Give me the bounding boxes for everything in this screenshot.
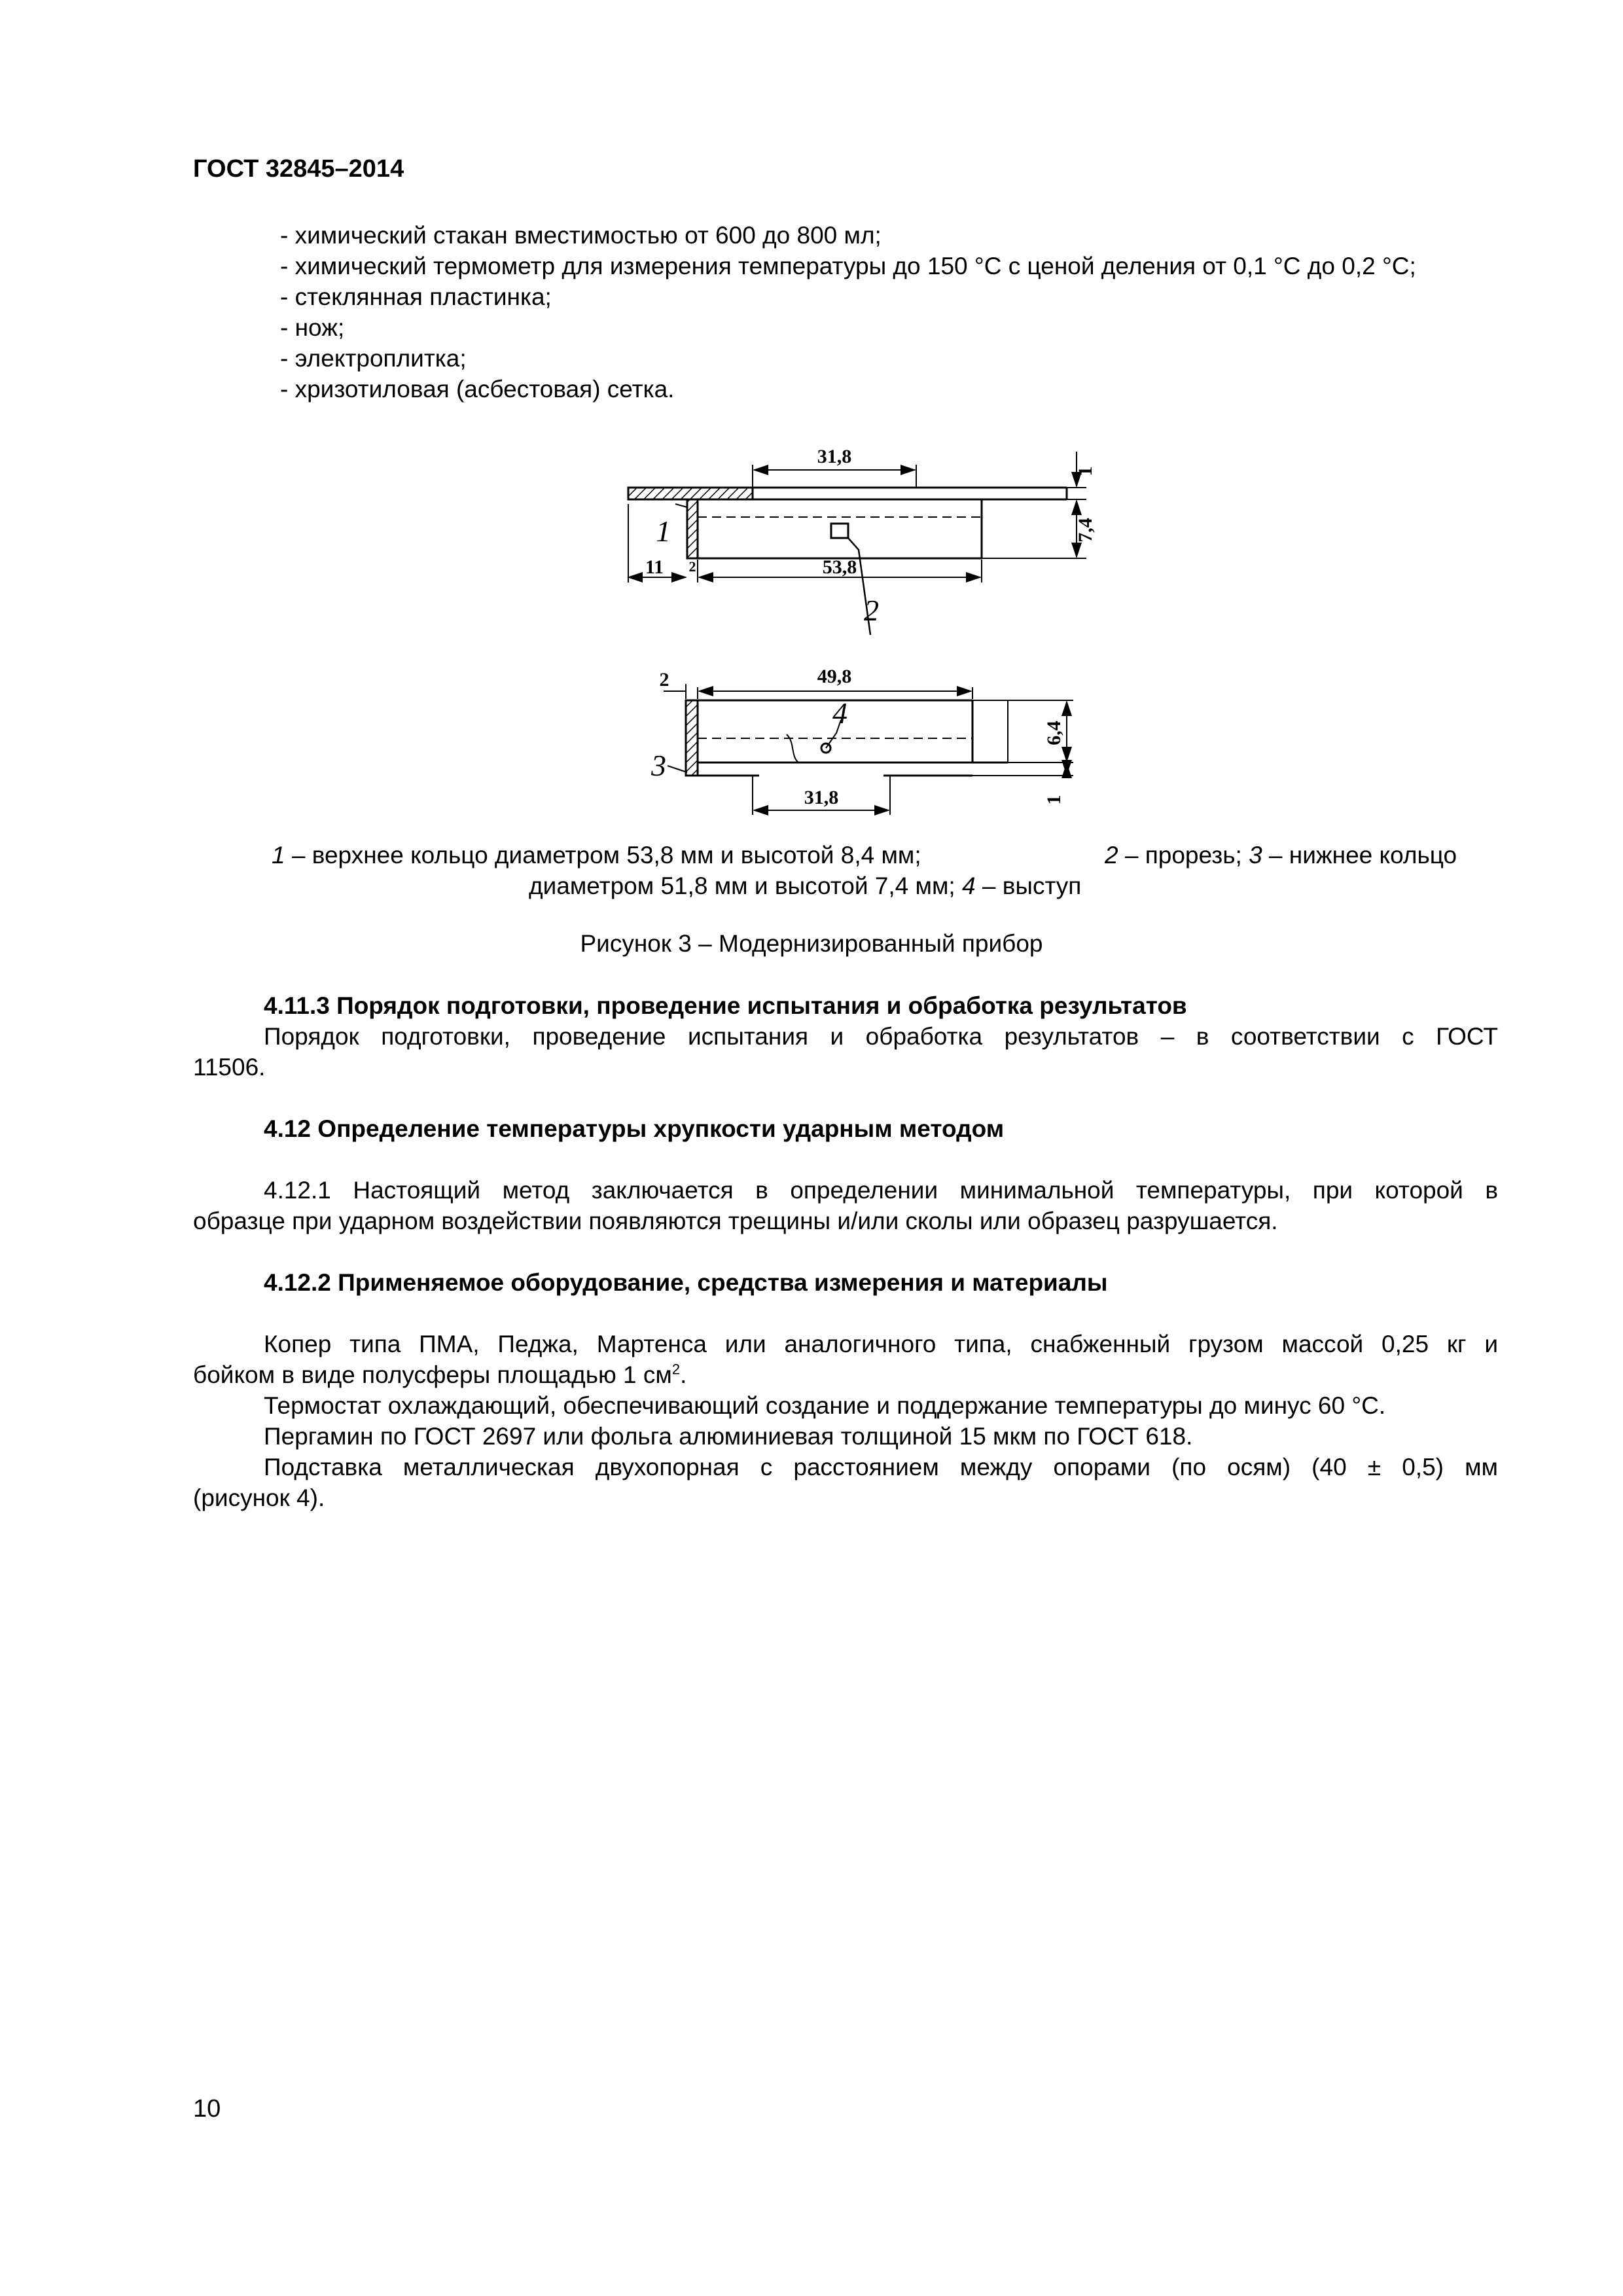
superscript: 2 xyxy=(671,1361,681,1378)
dim-53-8: 53,8 xyxy=(822,556,857,578)
paragraph-line: 4.12.1 Настоящий метод заключается в определении минимальной температуры, при которой в xyxy=(264,1177,1498,1204)
legend-num-3: 3 xyxy=(1249,842,1262,869)
dim-7-4: 7,4 xyxy=(1075,518,1096,543)
figure-legend-line-2 xyxy=(529,872,1081,901)
document-header: ГОСТ 32845–2014 xyxy=(193,155,404,183)
figure-legend-line-1b xyxy=(1105,841,1457,870)
label-2: 2 xyxy=(864,594,879,627)
dim-2-bottom: 2 xyxy=(659,669,669,691)
legend-num-1: 1 xyxy=(272,842,285,869)
list-item: - химический стакан вместимостью от 600 до 800 мл; xyxy=(280,222,882,249)
label-1: 1 xyxy=(656,514,671,548)
dim-11: 11 xyxy=(645,556,664,578)
legend-text-2: – прорезь; xyxy=(1118,842,1249,869)
dim-31-8-top: 31,8 xyxy=(817,446,852,467)
list-item: - электроплитка; xyxy=(280,345,467,372)
legend-num-2: 2 xyxy=(1105,842,1118,869)
label-4: 4 xyxy=(832,696,847,730)
legend-text-1: – верхнее кольцо диаметром 53,8 мм и высотой 8,4 мм; xyxy=(285,842,921,869)
legend-text-3: – нижнее кольцо xyxy=(1262,842,1457,869)
paragraph-line: (рисунок 4). xyxy=(193,1484,325,1511)
figure-caption: Рисунок 3 – Модернизированный прибор xyxy=(580,930,1043,957)
dim-1-bottom: 1 xyxy=(1043,795,1065,805)
paragraph-text: бойком в виде полусферы площадью 1 см xyxy=(193,1361,672,1388)
dim-1-top: 1 xyxy=(1075,466,1096,476)
section-heading-4-12: 4.12 Определение температуры хрупкости ударным методом xyxy=(264,1115,1005,1142)
dim-49-8: 49,8 xyxy=(817,666,852,687)
list-item: - хризотиловая (асбестовая) сетка. xyxy=(280,376,675,403)
section-heading-4-12-2: 4.12.2 Применяемое оборудование, средства измерения и материалы xyxy=(264,1269,1108,1296)
legend-num-4: 4 xyxy=(961,872,976,899)
bottom-dimensions xyxy=(664,684,1073,815)
paragraph-line: Подставка металлическая двухопорная с расстоянием между опорами (по осям) (40 ± 0,5) мм xyxy=(264,1454,1498,1480)
legend-text-2a: диаметром 51,8 мм и высотой 7,4 мм; xyxy=(529,872,962,899)
page-number: 10 xyxy=(193,2095,221,2123)
paragraph-line: Порядок подготовки, проведение испытания и обработка результатов – в соответствии с ГОСТ xyxy=(264,1023,1498,1050)
dim-2-top: 2 xyxy=(688,558,696,575)
paragraph-line: Термостат охлаждающий, обеспечивающий создание и поддержание температуры до минус 60 °С. xyxy=(264,1392,1386,1419)
dim-6-4: 6,4 xyxy=(1043,721,1065,745)
list-item: - нож; xyxy=(280,314,345,341)
legend-text-4: – выступ xyxy=(975,872,1082,899)
label-3: 3 xyxy=(651,749,666,782)
list-item: - стеклянная пластинка; xyxy=(280,283,552,310)
paragraph-line: Пергамин по ГОСТ 2697 или фольга алюминиевая толщиной 15 мкм по ГОСТ 618. xyxy=(264,1423,1193,1450)
paragraph-line: образце при ударном воздействии появляются трещины и/или сколы или образец разрушается. xyxy=(193,1208,1278,1234)
figure-legend-line-1 xyxy=(272,841,921,870)
section-heading-4-11-3: 4.11.3 Порядок подготовки, проведение испытания и обработка результатов xyxy=(264,992,1187,1019)
paragraph-line: 11506. xyxy=(193,1054,266,1081)
paragraph-text: . xyxy=(680,1361,687,1388)
paragraph-line: Копер типа ПМА, Педжа, Мартенса или аналогичного типа, снабженный грузом массой 0,25 кг и xyxy=(264,1331,1498,1357)
dim-31-8-bottom: 31,8 xyxy=(804,787,839,808)
list-item: - химический термометр для измерения температуры до 150 °С с ценой деления от 0,1 °С до 0,2 °С; xyxy=(280,253,1416,279)
paragraph-line xyxy=(193,1361,687,1390)
figure-3-drawing xyxy=(615,425,1099,831)
